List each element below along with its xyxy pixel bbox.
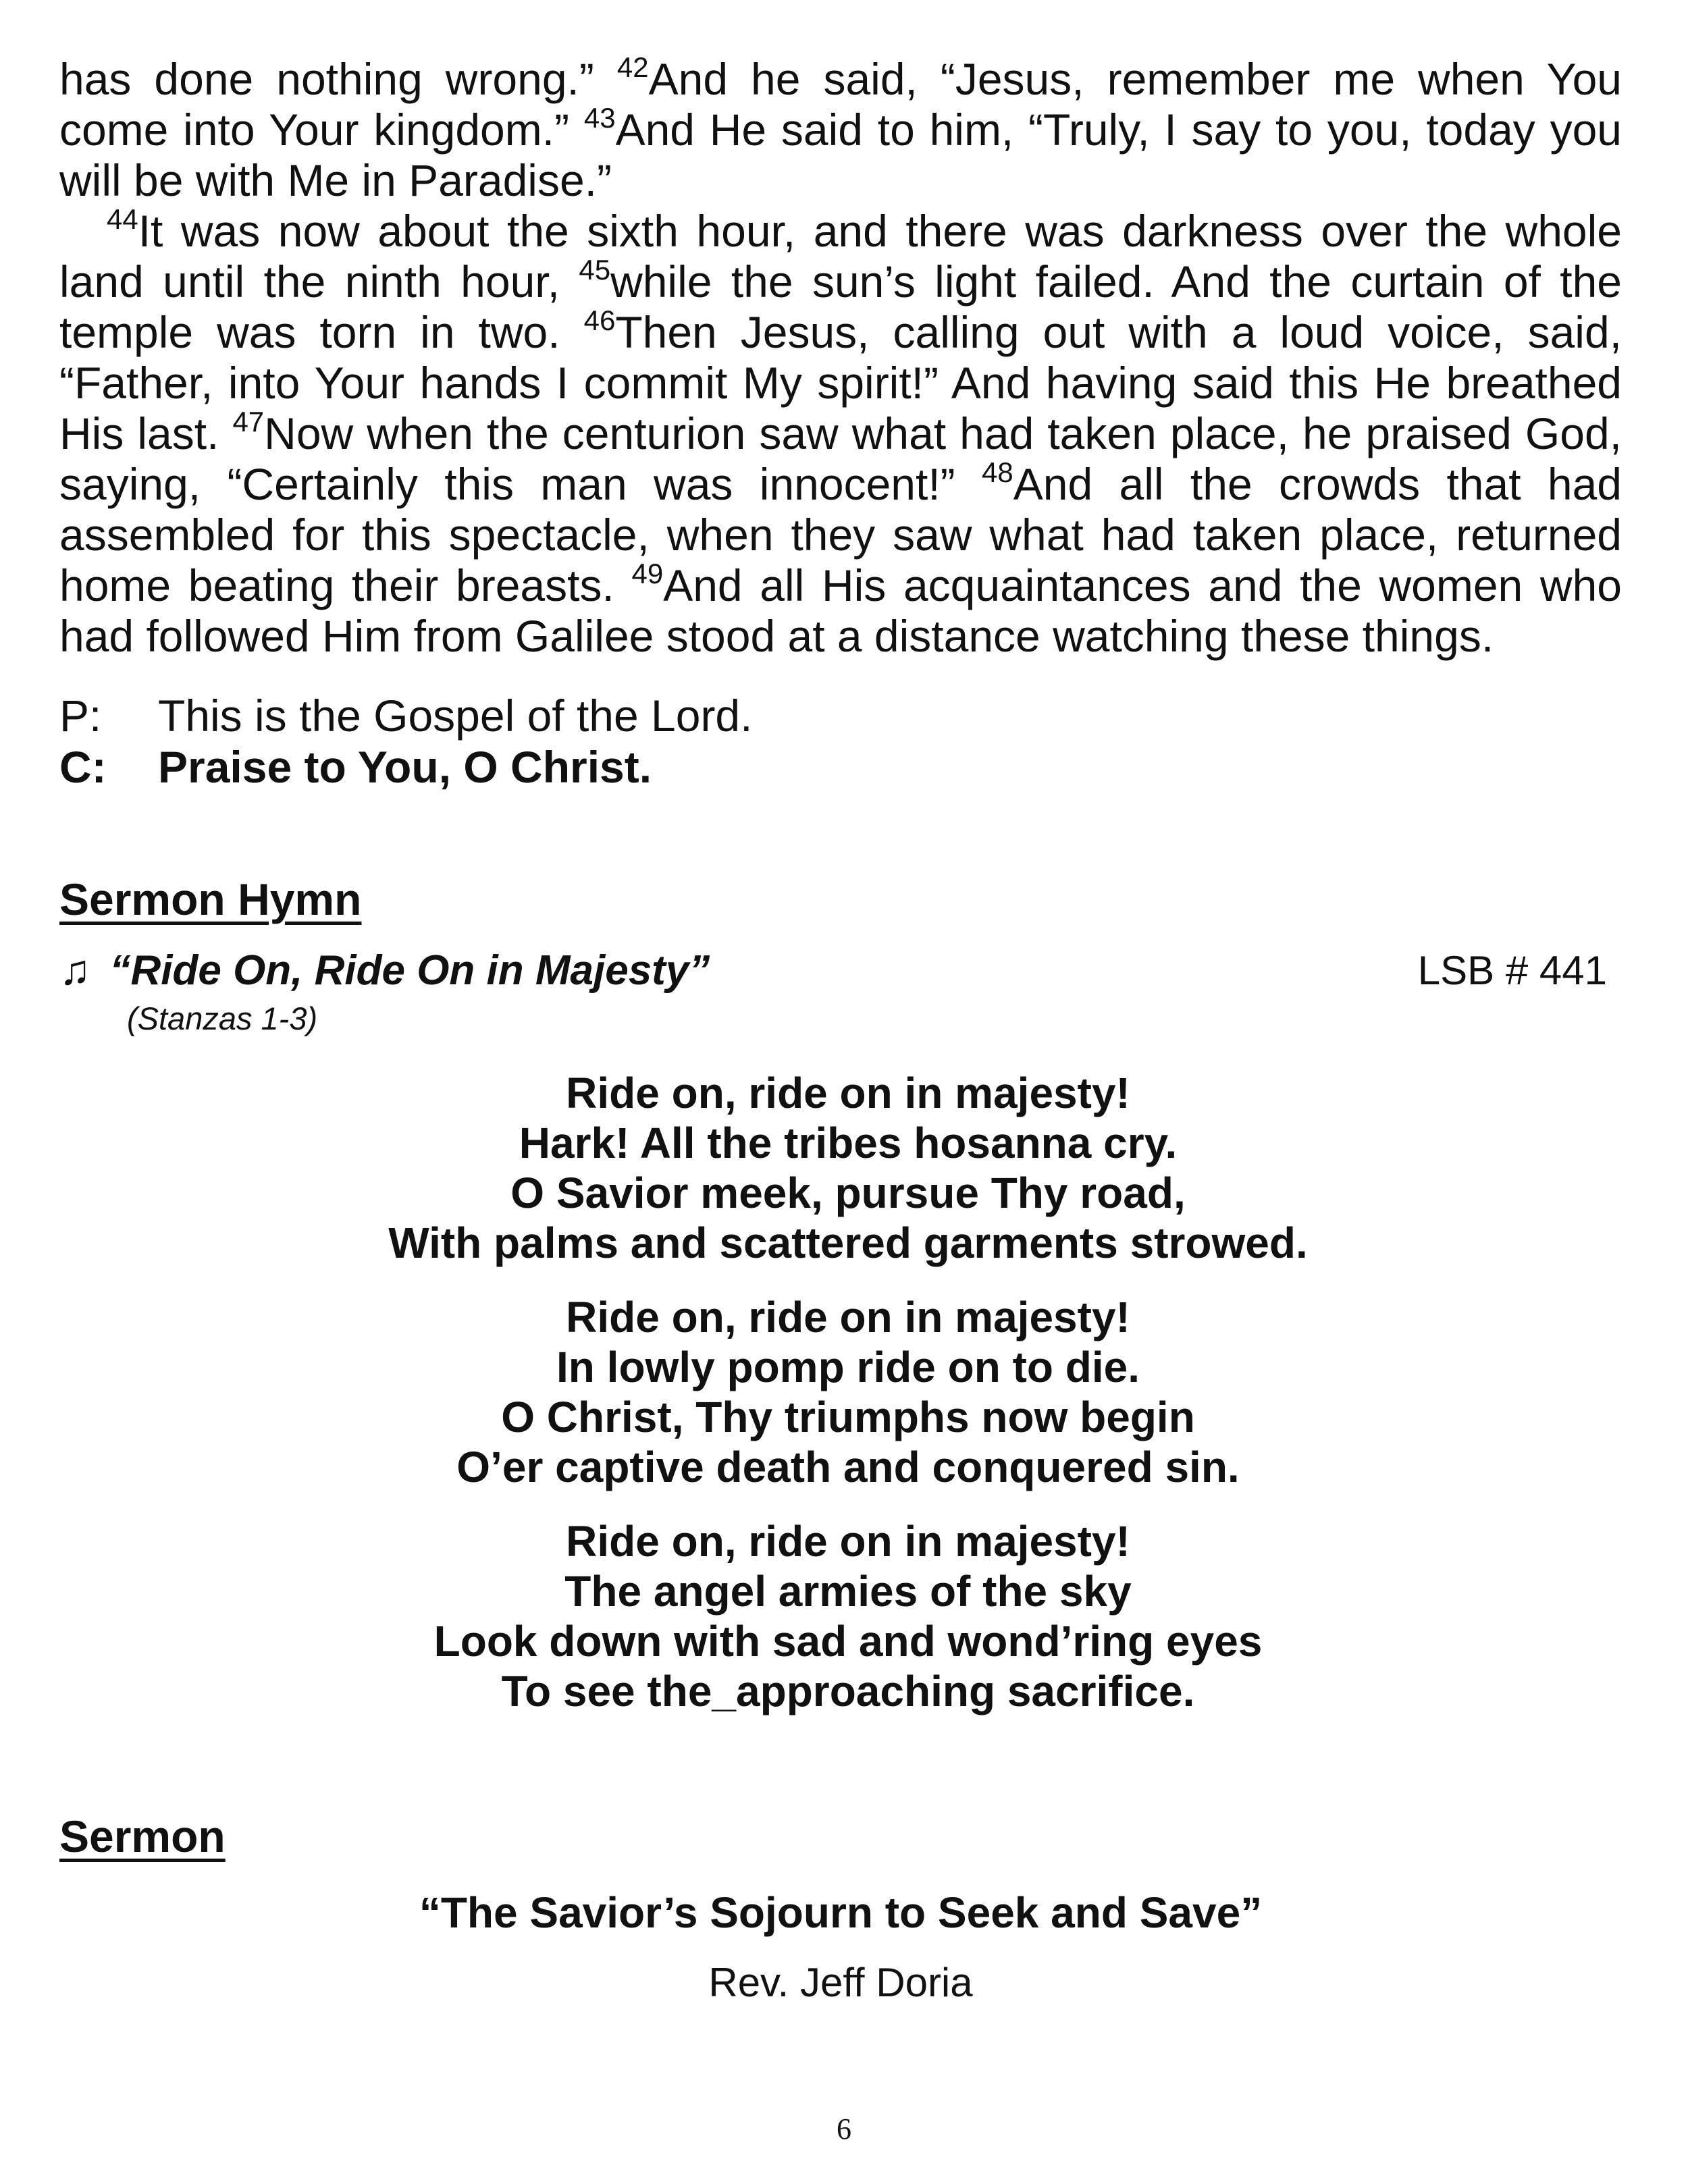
verse-number: 42 bbox=[616, 51, 649, 83]
hymn-line: Hark! All the tribes hosanna cry. bbox=[519, 1119, 1178, 1167]
gospel-response bbox=[59, 690, 1622, 793]
pastor-label: P: bbox=[59, 691, 102, 741]
hymn-line: With palms and scattered garments strowed. bbox=[388, 1219, 1308, 1267]
verse-number: 46 bbox=[583, 304, 616, 336]
hymn-line: In lowly pomp ride on to die. bbox=[556, 1343, 1140, 1391]
stanza bbox=[74, 1516, 1622, 1716]
gospel-reading-paragraph-1 bbox=[59, 51, 1622, 206]
hymn-title-line bbox=[59, 947, 710, 994]
reading-text: Then Jesus, calling out with a loud voice, said, “Father, into Your hands I commit My spirit!” And having said this He breathed His last. bbox=[59, 307, 1622, 458]
pastor-line bbox=[59, 690, 1622, 741]
reading-text: has done nothing wrong.” bbox=[59, 54, 594, 104]
verse-number: 44 bbox=[107, 203, 138, 235]
reading-text: while the sun’s light failed. And the curtain of the temple was torn in two. bbox=[59, 257, 1622, 357]
stanzas-note: (Stanzas 1-3) bbox=[127, 1001, 318, 1036]
gospel-reading-paragraph-2 bbox=[59, 203, 1623, 662]
hymn-line: To see the_approaching sacrifice. bbox=[501, 1667, 1195, 1715]
music-note-icon: ♫ bbox=[59, 947, 91, 994]
congregation-line bbox=[59, 741, 1622, 793]
reading-text: It was now about the sixth hour, and there was darkness over the whole land until the ninth hour, bbox=[59, 206, 1622, 307]
hymn-line: Ride on, ride on in majesty! bbox=[566, 1069, 1130, 1117]
hymn-line: O Savior meek, pursue Thy road, bbox=[510, 1169, 1186, 1217]
hymn-number: LSB # 441 bbox=[1417, 948, 1607, 993]
hymn-line: Ride on, ride on in majesty! bbox=[566, 1517, 1130, 1566]
hymn-header bbox=[59, 947, 1622, 994]
verse-number: 49 bbox=[631, 558, 664, 589]
verse-number: 47 bbox=[232, 406, 265, 437]
hymn-line: O’er captive death and conquered sin. bbox=[456, 1443, 1240, 1491]
sermon-title: “The Savior’s Sojourn to Seek and Save” bbox=[419, 1888, 1263, 1937]
page-number: 6 bbox=[837, 2112, 851, 2146]
preacher-name: Rev. Jeff Doria bbox=[708, 1960, 973, 2005]
pastor-text: This is the Gospel of the Lord. bbox=[158, 691, 753, 741]
sermon-hymn-heading: Sermon Hymn bbox=[59, 874, 362, 924]
reading-text: And He said to him, “Truly, I say to you, today you will be with Me in Paradise.” bbox=[59, 105, 1622, 205]
reading-text: And all the crowds that had assembled for this spectacle, when they saw what had taken place, returned home beating their breasts. bbox=[59, 459, 1623, 610]
reading-text: And he said, “Jesus, remember me when You come into Your kingdom.” bbox=[59, 54, 1622, 155]
hymn-title: “Ride On, Ride On in Majesty” bbox=[109, 947, 710, 994]
sermon-heading: Sermon bbox=[59, 1811, 226, 1861]
reading-text: Now when the centurion saw what had taken place, he praised God, saying, “Certainly this man was innocent!” bbox=[59, 408, 1622, 509]
verse-number: 45 bbox=[579, 254, 611, 286]
stanza bbox=[74, 1292, 1622, 1492]
stanza bbox=[74, 1068, 1622, 1268]
hymn-text bbox=[74, 1068, 1622, 1716]
verse-number: 48 bbox=[982, 456, 1013, 488]
reading-text: And all His acquaintances and the women who had followed Him from Galilee stood at a distance watching these things. bbox=[59, 560, 1622, 661]
congregation-text: Praise to You, O Christ. bbox=[158, 742, 652, 792]
verse-number: 43 bbox=[583, 102, 616, 134]
hymn-line: O Christ, Thy triumphs now begin bbox=[501, 1393, 1195, 1441]
hymn-line: Ride on, ride on in majesty! bbox=[566, 1293, 1130, 1341]
congregation-label: C: bbox=[59, 742, 107, 792]
hymn-line: Look down with sad and wond’ring eyes bbox=[433, 1617, 1263, 1666]
hymn-line: The angel armies of the sky bbox=[564, 1567, 1132, 1616]
bulletin-page bbox=[59, 51, 1623, 2006]
